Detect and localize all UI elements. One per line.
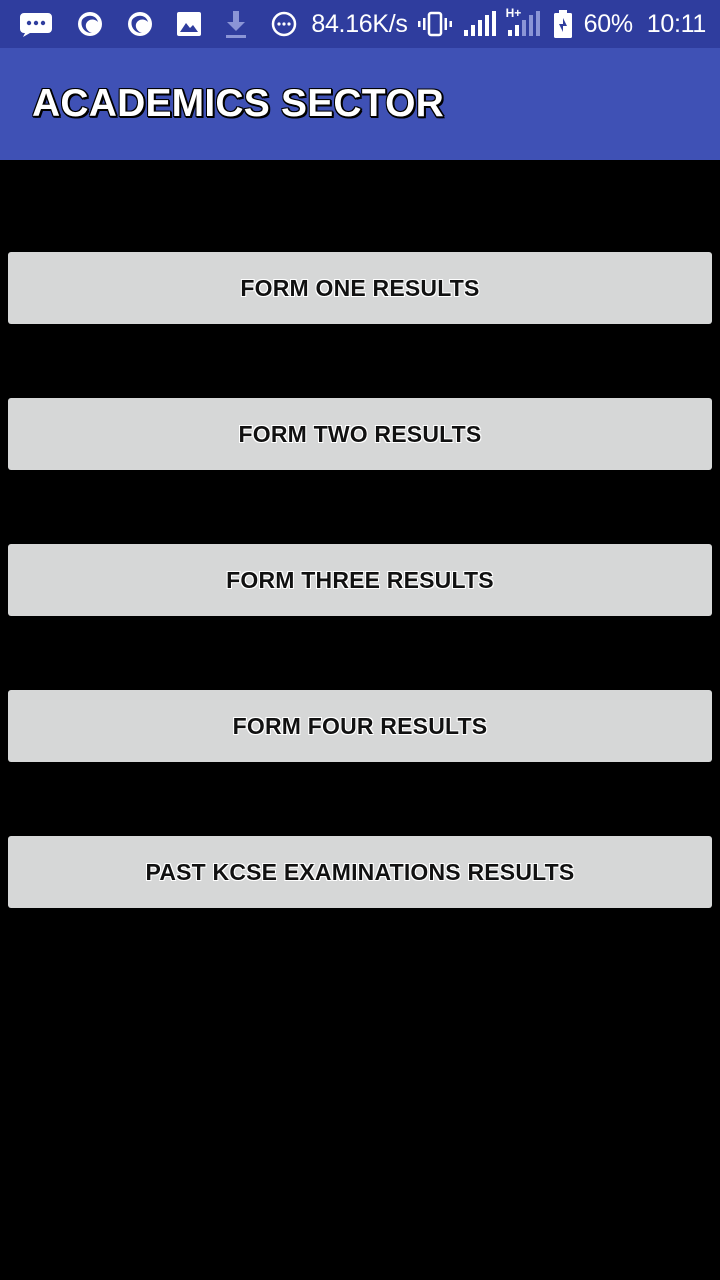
network-type: H+ (505, 6, 522, 20)
chat-bubble-icon (18, 10, 54, 38)
download-icon (224, 9, 248, 39)
system-indicators (311, 6, 706, 39)
app-swirl-icon (126, 10, 154, 38)
signal-hplus-icon (505, 6, 542, 38)
image-icon (176, 11, 202, 37)
button-label: FORM THREE RESULTS (226, 566, 494, 593)
page-title: ACADEMICS SECTOR (32, 82, 445, 125)
form-three-results-button[interactable] (8, 544, 712, 616)
battery-charging-icon (552, 9, 574, 39)
notification-icons (18, 9, 298, 39)
button-label: FORM FOUR RESULTS (232, 712, 488, 739)
button-label: FORM TWO RESULTS (238, 420, 482, 447)
app-swirl-icon (76, 10, 104, 38)
battery-level: 60% (583, 9, 633, 38)
clock-icon (270, 10, 298, 38)
button-label: FORM ONE RESULTS (240, 274, 480, 301)
form-two-results-button[interactable] (8, 398, 712, 470)
network-speed: 84.16K/s (311, 9, 408, 38)
form-one-results-button[interactable] (8, 252, 712, 324)
app-bar (0, 48, 720, 160)
status-bar (0, 0, 720, 48)
form-four-results-button[interactable] (8, 690, 712, 762)
clock-time: 10:11 (646, 9, 706, 38)
button-label: PAST KCSE EXAMINATIONS RESULTS (145, 858, 575, 885)
vibrate-icon (418, 10, 452, 38)
past-kcse-results-button[interactable] (8, 836, 712, 908)
signal-icon (462, 10, 496, 38)
